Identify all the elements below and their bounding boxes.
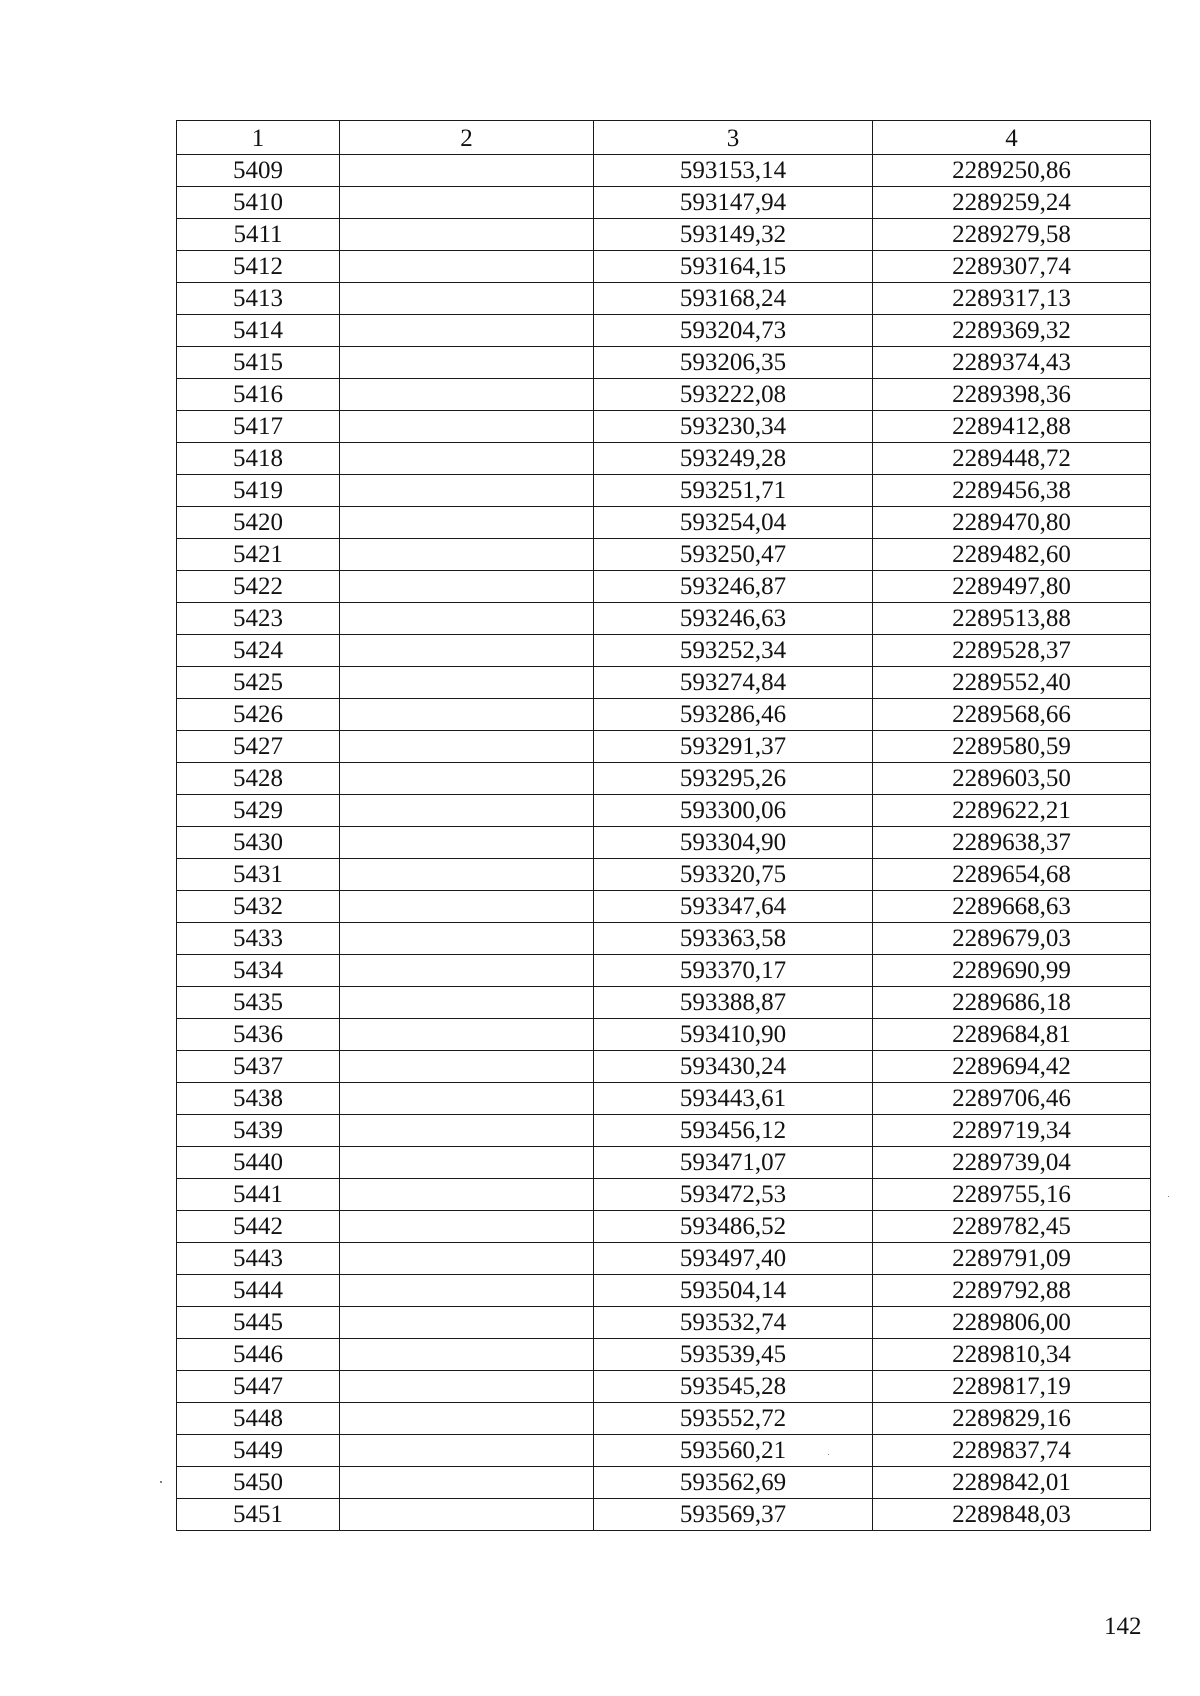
- table-row: [177, 859, 1151, 891]
- point-number-cell: 5449: [177, 1435, 340, 1467]
- x-coordinate-cell: 593295,26: [594, 763, 873, 795]
- table-row: [177, 571, 1151, 603]
- table-row: [177, 219, 1151, 251]
- y-coordinate-cell: 2289497,80: [873, 571, 1151, 603]
- table-row: [177, 1307, 1151, 1339]
- point-number-cell: 5440: [177, 1147, 340, 1179]
- point-number-cell: 5427: [177, 731, 340, 763]
- y-coordinate-cell: 2289307,74: [873, 251, 1151, 283]
- x-coordinate-cell: 593456,12: [594, 1115, 873, 1147]
- point-number-cell: 5415: [177, 347, 340, 379]
- y-coordinate-cell: 2289580,59: [873, 731, 1151, 763]
- y-coordinate-cell: 2289755,16: [873, 1179, 1151, 1211]
- column-header-3: 3: [594, 121, 873, 155]
- table-row: [177, 1339, 1151, 1371]
- table-row: [177, 411, 1151, 443]
- table-row: [177, 539, 1151, 571]
- empty-cell: [340, 827, 594, 859]
- x-coordinate-cell: 593504,14: [594, 1275, 873, 1307]
- table-row: [177, 795, 1151, 827]
- point-number-cell: 5423: [177, 603, 340, 635]
- table-row: [177, 443, 1151, 475]
- empty-cell: [340, 667, 594, 699]
- x-coordinate-cell: 593347,64: [594, 891, 873, 923]
- coordinates-table: [176, 120, 1151, 1531]
- x-coordinate-cell: 593246,87: [594, 571, 873, 603]
- x-coordinate-cell: 593443,61: [594, 1083, 873, 1115]
- x-coordinate-cell: 593274,84: [594, 667, 873, 699]
- y-coordinate-cell: 2289259,24: [873, 187, 1151, 219]
- x-coordinate-cell: 593250,47: [594, 539, 873, 571]
- y-coordinate-cell: 2289317,13: [873, 283, 1151, 315]
- y-coordinate-cell: 2289679,03: [873, 923, 1151, 955]
- y-coordinate-cell: 2289806,00: [873, 1307, 1151, 1339]
- x-coordinate-cell: 593300,06: [594, 795, 873, 827]
- point-number-cell: 5430: [177, 827, 340, 859]
- x-coordinate-cell: 593497,40: [594, 1243, 873, 1275]
- empty-cell: [340, 1403, 594, 1435]
- y-coordinate-cell: 2289654,68: [873, 859, 1151, 891]
- empty-cell: [340, 891, 594, 923]
- x-coordinate-cell: 593251,71: [594, 475, 873, 507]
- y-coordinate-cell: 2289622,21: [873, 795, 1151, 827]
- empty-cell: [340, 411, 594, 443]
- empty-cell: [340, 1435, 594, 1467]
- page-number: 142: [1104, 1613, 1142, 1640]
- y-coordinate-cell: 2289412,88: [873, 411, 1151, 443]
- x-coordinate-cell: 593410,90: [594, 1019, 873, 1051]
- table-row: [177, 635, 1151, 667]
- point-number-cell: 5444: [177, 1275, 340, 1307]
- table-row: [177, 1083, 1151, 1115]
- scan-speck: [1168, 1196, 1169, 1197]
- empty-cell: [340, 315, 594, 347]
- table-row: [177, 283, 1151, 315]
- empty-cell: [340, 731, 594, 763]
- table-row: [177, 923, 1151, 955]
- y-coordinate-cell: 2289706,46: [873, 1083, 1151, 1115]
- table-row: [177, 827, 1151, 859]
- point-number-cell: 5418: [177, 443, 340, 475]
- x-coordinate-cell: 593164,15: [594, 251, 873, 283]
- point-number-cell: 5421: [177, 539, 340, 571]
- point-number-cell: 5451: [177, 1499, 340, 1531]
- x-coordinate-cell: 593204,73: [594, 315, 873, 347]
- x-coordinate-cell: 593153,14: [594, 155, 873, 187]
- empty-cell: [340, 763, 594, 795]
- point-number-cell: 5419: [177, 475, 340, 507]
- empty-cell: [340, 1499, 594, 1531]
- empty-cell: [340, 1243, 594, 1275]
- x-coordinate-cell: 593304,90: [594, 827, 873, 859]
- x-coordinate-cell: 593532,74: [594, 1307, 873, 1339]
- point-number-cell: 5442: [177, 1211, 340, 1243]
- table-row: [177, 667, 1151, 699]
- empty-cell: [340, 859, 594, 891]
- point-number-cell: 5429: [177, 795, 340, 827]
- table-row: [177, 955, 1151, 987]
- point-number-cell: 5422: [177, 571, 340, 603]
- y-coordinate-cell: 2289782,45: [873, 1211, 1151, 1243]
- scan-speck: [160, 1481, 162, 1483]
- point-number-cell: 5431: [177, 859, 340, 891]
- y-coordinate-cell: 2289513,88: [873, 603, 1151, 635]
- y-coordinate-cell: 2289398,36: [873, 379, 1151, 411]
- y-coordinate-cell: 2289719,34: [873, 1115, 1151, 1147]
- x-coordinate-cell: 593363,58: [594, 923, 873, 955]
- x-coordinate-cell: 593291,37: [594, 731, 873, 763]
- table-row: [177, 1275, 1151, 1307]
- table-row: [177, 891, 1151, 923]
- y-coordinate-cell: 2289817,19: [873, 1371, 1151, 1403]
- table-body: [177, 155, 1151, 1531]
- table-row: [177, 475, 1151, 507]
- empty-cell: [340, 795, 594, 827]
- table-row: [177, 1371, 1151, 1403]
- point-number-cell: 5450: [177, 1467, 340, 1499]
- empty-cell: [340, 1467, 594, 1499]
- column-header-4: 4: [873, 121, 1151, 155]
- table-row: [177, 347, 1151, 379]
- empty-cell: [340, 1147, 594, 1179]
- point-number-cell: 5417: [177, 411, 340, 443]
- x-coordinate-cell: 593254,04: [594, 507, 873, 539]
- y-coordinate-cell: 2289552,40: [873, 667, 1151, 699]
- table-row: [177, 1467, 1151, 1499]
- point-number-cell: 5426: [177, 699, 340, 731]
- point-number-cell: 5445: [177, 1307, 340, 1339]
- point-number-cell: 5432: [177, 891, 340, 923]
- y-coordinate-cell: 2289829,16: [873, 1403, 1151, 1435]
- point-number-cell: 5448: [177, 1403, 340, 1435]
- x-coordinate-cell: 593222,08: [594, 379, 873, 411]
- y-coordinate-cell: 2289837,74: [873, 1435, 1151, 1467]
- column-header-2: 2: [340, 121, 594, 155]
- empty-cell: [340, 155, 594, 187]
- x-coordinate-cell: 593252,34: [594, 635, 873, 667]
- point-number-cell: 5435: [177, 987, 340, 1019]
- table-row: [177, 603, 1151, 635]
- empty-cell: [340, 571, 594, 603]
- table-header-row: [177, 121, 1151, 155]
- x-coordinate-cell: 593320,75: [594, 859, 873, 891]
- y-coordinate-cell: 2289791,09: [873, 1243, 1151, 1275]
- point-number-cell: 5443: [177, 1243, 340, 1275]
- empty-cell: [340, 1115, 594, 1147]
- table-row: [177, 763, 1151, 795]
- x-coordinate-cell: 593471,07: [594, 1147, 873, 1179]
- table-row: [177, 187, 1151, 219]
- point-number-cell: 5446: [177, 1339, 340, 1371]
- x-coordinate-cell: 593560,21: [594, 1435, 873, 1467]
- empty-cell: [340, 1051, 594, 1083]
- point-number-cell: 5413: [177, 283, 340, 315]
- table-row: [177, 1019, 1151, 1051]
- point-number-cell: 5416: [177, 379, 340, 411]
- table-row: [177, 155, 1151, 187]
- empty-cell: [340, 1083, 594, 1115]
- table-row: [177, 507, 1151, 539]
- table-row: [177, 987, 1151, 1019]
- y-coordinate-cell: 2289638,37: [873, 827, 1151, 859]
- y-coordinate-cell: 2289603,50: [873, 763, 1151, 795]
- y-coordinate-cell: 2289690,99: [873, 955, 1151, 987]
- y-coordinate-cell: 2289448,72: [873, 443, 1151, 475]
- y-coordinate-cell: 2289684,81: [873, 1019, 1151, 1051]
- empty-cell: [340, 187, 594, 219]
- x-coordinate-cell: 593486,52: [594, 1211, 873, 1243]
- point-number-cell: 5436: [177, 1019, 340, 1051]
- y-coordinate-cell: 2289792,88: [873, 1275, 1151, 1307]
- empty-cell: [340, 1307, 594, 1339]
- empty-cell: [340, 1019, 594, 1051]
- table-row: [177, 1403, 1151, 1435]
- x-coordinate-cell: 593249,28: [594, 443, 873, 475]
- point-number-cell: 5409: [177, 155, 340, 187]
- x-coordinate-cell: 593562,69: [594, 1467, 873, 1499]
- point-number-cell: 5425: [177, 667, 340, 699]
- x-coordinate-cell: 593569,37: [594, 1499, 873, 1531]
- x-coordinate-cell: 593286,46: [594, 699, 873, 731]
- point-number-cell: 5439: [177, 1115, 340, 1147]
- y-coordinate-cell: 2289686,18: [873, 987, 1151, 1019]
- table-row: [177, 1243, 1151, 1275]
- x-coordinate-cell: 593430,24: [594, 1051, 873, 1083]
- empty-cell: [340, 347, 594, 379]
- empty-cell: [340, 1275, 594, 1307]
- scan-speck: [828, 1454, 829, 1455]
- table-row: [177, 1179, 1151, 1211]
- y-coordinate-cell: 2289848,03: [873, 1499, 1151, 1531]
- empty-cell: [340, 219, 594, 251]
- point-number-cell: 5412: [177, 251, 340, 283]
- y-coordinate-cell: 2289374,43: [873, 347, 1151, 379]
- x-coordinate-cell: 593472,53: [594, 1179, 873, 1211]
- x-coordinate-cell: 593230,34: [594, 411, 873, 443]
- empty-cell: [340, 283, 594, 315]
- y-coordinate-cell: 2289470,80: [873, 507, 1151, 539]
- point-number-cell: 5434: [177, 955, 340, 987]
- empty-cell: [340, 635, 594, 667]
- y-coordinate-cell: 2289668,63: [873, 891, 1151, 923]
- point-number-cell: 5411: [177, 219, 340, 251]
- point-number-cell: 5447: [177, 1371, 340, 1403]
- x-coordinate-cell: 593149,32: [594, 219, 873, 251]
- table-row: [177, 1435, 1151, 1467]
- y-coordinate-cell: 2289456,38: [873, 475, 1151, 507]
- x-coordinate-cell: 593552,72: [594, 1403, 873, 1435]
- point-number-cell: 5433: [177, 923, 340, 955]
- point-number-cell: 5437: [177, 1051, 340, 1083]
- y-coordinate-cell: 2289279,58: [873, 219, 1151, 251]
- x-coordinate-cell: 593388,87: [594, 987, 873, 1019]
- empty-cell: [340, 507, 594, 539]
- y-coordinate-cell: 2289250,86: [873, 155, 1151, 187]
- table-row: [177, 1115, 1151, 1147]
- table-row: [177, 1499, 1151, 1531]
- empty-cell: [340, 955, 594, 987]
- empty-cell: [340, 1339, 594, 1371]
- table-row: [177, 251, 1151, 283]
- point-number-cell: 5414: [177, 315, 340, 347]
- y-coordinate-cell: 2289842,01: [873, 1467, 1151, 1499]
- y-coordinate-cell: 2289568,66: [873, 699, 1151, 731]
- table-row: [177, 315, 1151, 347]
- x-coordinate-cell: 593206,35: [594, 347, 873, 379]
- table-row: [177, 1211, 1151, 1243]
- point-number-cell: 5441: [177, 1179, 340, 1211]
- y-coordinate-cell: 2289482,60: [873, 539, 1151, 571]
- empty-cell: [340, 443, 594, 475]
- y-coordinate-cell: 2289694,42: [873, 1051, 1151, 1083]
- empty-cell: [340, 987, 594, 1019]
- x-coordinate-cell: 593147,94: [594, 187, 873, 219]
- x-coordinate-cell: 593539,45: [594, 1339, 873, 1371]
- table-row: [177, 379, 1151, 411]
- empty-cell: [340, 603, 594, 635]
- empty-cell: [340, 539, 594, 571]
- empty-cell: [340, 1179, 594, 1211]
- point-number-cell: 5438: [177, 1083, 340, 1115]
- x-coordinate-cell: 593168,24: [594, 283, 873, 315]
- empty-cell: [340, 699, 594, 731]
- x-coordinate-cell: 593370,17: [594, 955, 873, 987]
- point-number-cell: 5424: [177, 635, 340, 667]
- empty-cell: [340, 1211, 594, 1243]
- empty-cell: [340, 1371, 594, 1403]
- empty-cell: [340, 475, 594, 507]
- y-coordinate-cell: 2289739,04: [873, 1147, 1151, 1179]
- column-header-1: 1: [177, 121, 340, 155]
- x-coordinate-cell: 593246,63: [594, 603, 873, 635]
- table-row: [177, 699, 1151, 731]
- y-coordinate-cell: 2289369,32: [873, 315, 1151, 347]
- empty-cell: [340, 379, 594, 411]
- point-number-cell: 5420: [177, 507, 340, 539]
- point-number-cell: 5410: [177, 187, 340, 219]
- table-row: [177, 1147, 1151, 1179]
- table-row: [177, 731, 1151, 763]
- empty-cell: [340, 251, 594, 283]
- point-number-cell: 5428: [177, 763, 340, 795]
- table-row: [177, 1051, 1151, 1083]
- y-coordinate-cell: 2289528,37: [873, 635, 1151, 667]
- x-coordinate-cell: 593545,28: [594, 1371, 873, 1403]
- empty-cell: [340, 923, 594, 955]
- y-coordinate-cell: 2289810,34: [873, 1339, 1151, 1371]
